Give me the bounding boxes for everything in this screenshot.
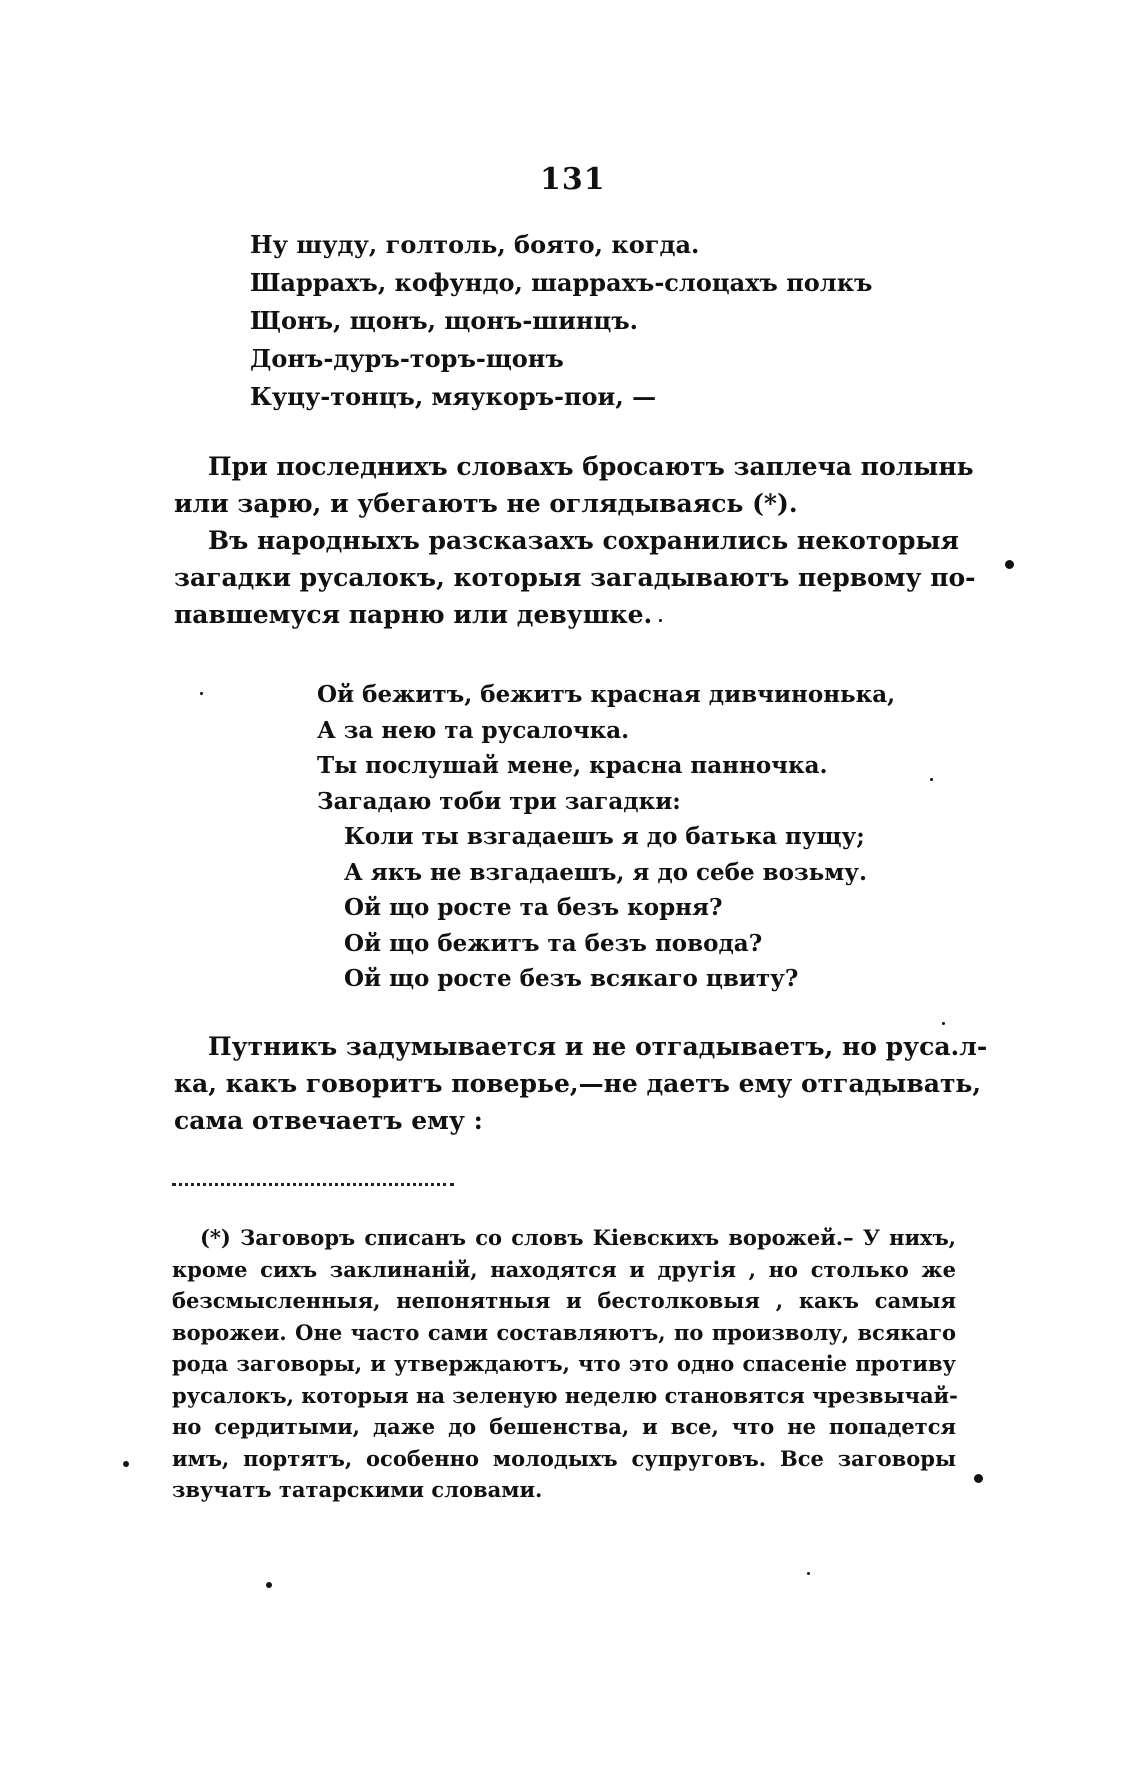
paragraph-line: павшемуся парню или девушке.: [174, 600, 653, 629]
paragraph-line: Въ народныхъ разсказахъ сохранились некоторыя: [208, 526, 960, 555]
paragraph-line: ка, какъ говоритъ поверье,—не даетъ ему отгадывать,: [174, 1069, 982, 1098]
paragraph-last-words: [174, 448, 976, 633]
footnote-line: безсмысленныя, непонятныя и бестолковыя , какъ самыя: [172, 1288, 956, 1313]
paragraph-line: При последнихъ словахъ бросаютъ заплеча полынь: [208, 452, 974, 481]
scan-speck: [974, 1474, 983, 1483]
verse-line: Коли ты взгадаешъ я до батька пущу;: [344, 823, 865, 850]
footnote-line: (*) Заговоръ списанъ со словъ Kiевскихъ ворожей.– У нихъ,: [200, 1225, 956, 1250]
footnote-line: кроме сихъ заклинанiй, находятся и другiя , но столько же: [172, 1256, 956, 1282]
scan-speck: [930, 778, 933, 781]
footnote-line: рода заговоры, и утверждаютъ, что это одно спасенiе противу: [172, 1351, 956, 1376]
verse-incantation: [250, 226, 872, 416]
footnote: [172, 1222, 956, 1506]
footnote-separator: [172, 1183, 454, 1186]
verse-line: Донъ-дуръ-торъ-щонъ: [250, 344, 564, 373]
scan-speck: [659, 619, 662, 622]
verse-line: Куцу-тонцъ, мяукоръ-пои, —: [250, 382, 657, 411]
scan-speck: [123, 1461, 129, 1467]
footnote-line: русалокъ, которыя на зеленую неделю становятся чрезвычай-: [172, 1382, 958, 1408]
verse-line: Ой що росте та безъ корня?: [344, 894, 723, 921]
page-number: 131: [540, 162, 606, 197]
verse-line: А за нею та русалочка.: [317, 716, 630, 744]
paragraph-line: Путникъ задумывается и не отгадываетъ, но руса.л-: [208, 1032, 988, 1061]
verse-line: Ты послушай мене, красна панночка.: [317, 752, 828, 779]
paragraph-line: загадки русалокъ, которыя загадываютъ первому по-: [174, 563, 976, 592]
scan-speck: [1005, 560, 1014, 569]
verse-line: Щонъ, щонъ, щонъ-шинцъ.: [250, 306, 638, 335]
footnote-line: ворожеи. Онe часто сами составляютъ, по произволу, всякаго: [172, 1319, 956, 1345]
verse-line: Шаррахъ, кофундо, шаррахъ-слоцахъ полкъ: [250, 268, 873, 297]
verse-riddles: [317, 677, 895, 997]
scan-speck: [266, 1582, 272, 1588]
verse-line: Ой що росте безъ всякаго цвиту?: [344, 965, 799, 992]
footnote-line: имъ, портятъ, особенно молодыхъ супруговъ. Все заговоры: [172, 1445, 956, 1471]
footnote-line: но сердитыми, даже до бешенства, и все, что не попадется: [172, 1414, 956, 1439]
scan-speck: [200, 692, 203, 695]
verse-line: Загадаю тоби три загадки:: [317, 787, 681, 815]
paragraph-line: или зарю, и убегаютъ не оглядываясь (*).: [174, 489, 798, 518]
paragraph-traveller: [174, 1028, 988, 1139]
verse-line: А якъ не взгадаешъ, я до себе возьму.: [344, 858, 867, 886]
scan-speck: [942, 1022, 945, 1025]
paragraph-line: сама отвечаетъ ему :: [174, 1106, 483, 1135]
footnote-line: звучатъ татарскими словами.: [172, 1477, 543, 1502]
scan-speck: [807, 1572, 810, 1575]
verse-line: Ой що бежитъ та безъ повода?: [344, 929, 763, 957]
verse-line: Ой бежитъ, бежитъ красная дивчинонька,: [317, 681, 896, 708]
verse-line: Ну шуду, голтоль, боято, когда.: [250, 230, 700, 259]
